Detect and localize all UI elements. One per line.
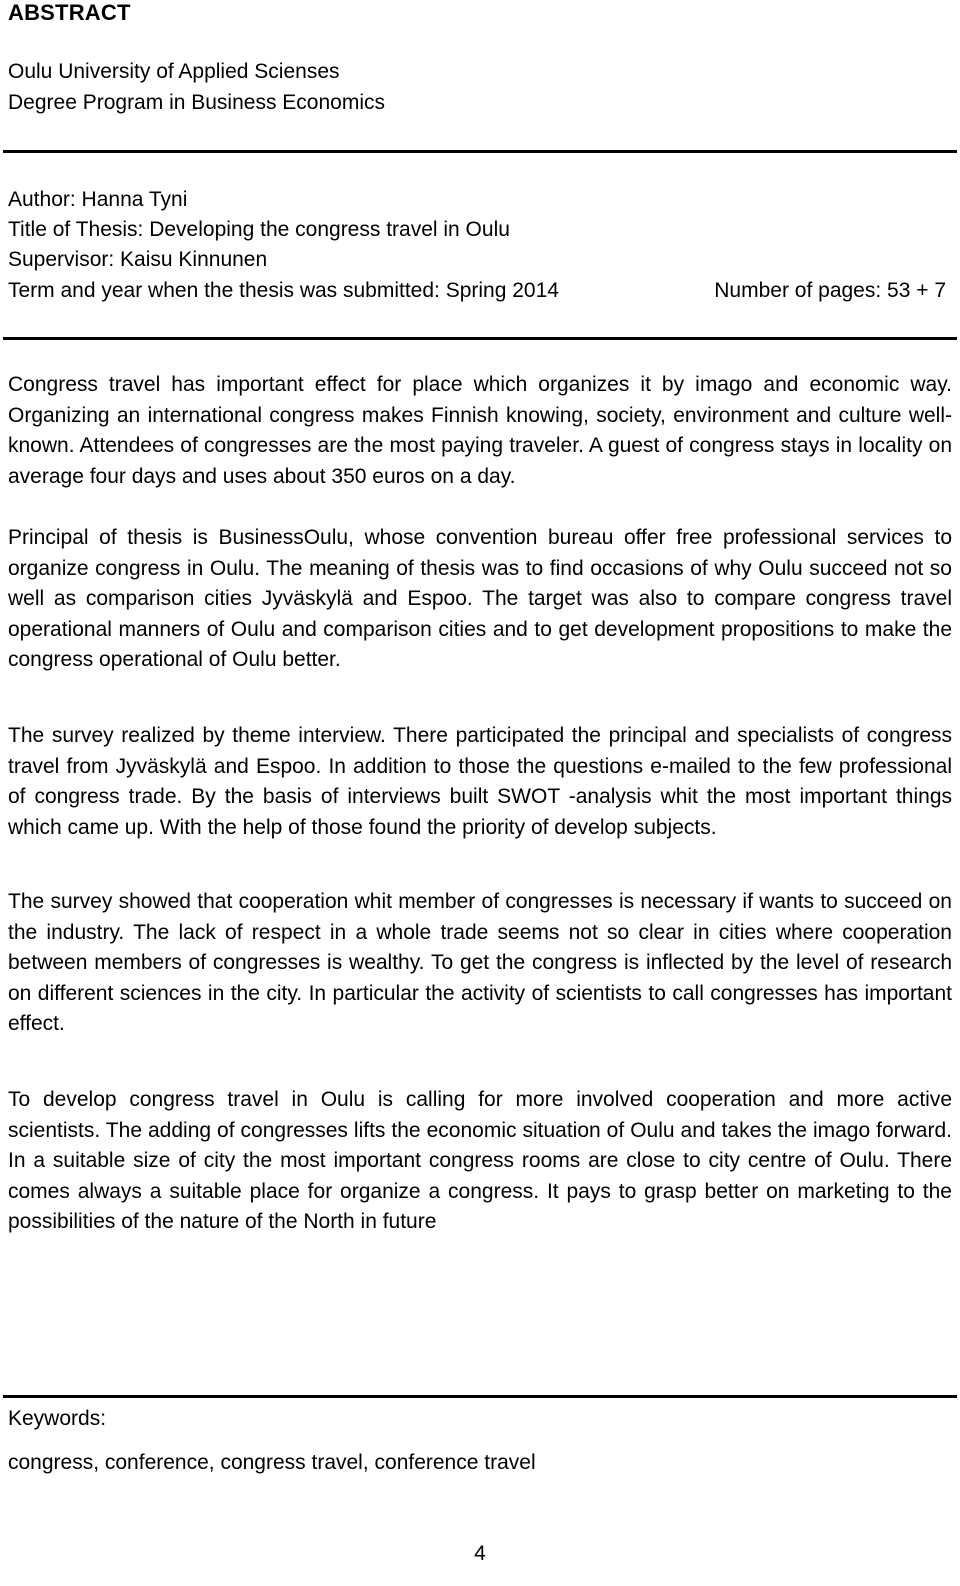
abstract-paragraph-2: Principal of thesis is BusinessOulu, whose convention bureau offer free professional services to organize congress in Oulu. The meaning of thesis was to find occasions of why Oulu succeed not so well as comparison cities Jyväskylä and Espoo. The target was also to compare congress travel operational manners of Oulu and comparison cities and to get development propositions to make the congress operational of Oulu better. [8, 526, 952, 671]
submission-row [8, 275, 946, 306]
bottom-divider [3, 1395, 957, 1398]
submission-term: Term and year when the thesis was submitted: Spring 2014 [8, 279, 559, 302]
abstract-paragraph-4: The survey showed that cooperation whit member of congresses is necessary if wants to succeed on the industry. The lack of respect in a whole trade seems not so clear in cities where cooperation between members of congresses is wealthy. To get the congress is inflected by the level of research on different sciences in the city. In particular the activity of scientists to call congresses has important effect. [8, 890, 952, 1035]
degree-program: Degree Program in Business Economics [8, 91, 385, 114]
supervisor-line: Supervisor: Kaisu Kinnunen [8, 248, 268, 271]
page-number: 4 [474, 1542, 486, 1565]
top-divider [3, 150, 957, 153]
thesis-title-line: Title of Thesis: Developing the congress travel in Oulu [8, 218, 510, 241]
page-count: Number of pages: 53 + 7 [714, 279, 946, 302]
abstract-paragraph-3: The survey realized by theme interview. There participated the principal and specialists of congress travel from Jyväskylä and Espoo. In addition to those the questions e-mailed to the few professional of congress trade. By the basis of interviews built SWOT -analysis whit the most important things which came up. With the help of those found the priority of develop subjects. [8, 724, 952, 839]
abstract-paragraph-5: To develop congress travel in Oulu is calling for more involved cooperation and more active scientists. The adding of congresses lifts the economic situation of Oulu and takes the imago forward. In a suitable size of city the most important congress rooms are close to city centre of Oulu. There comes always a suitable place for organize a congress. It pays to grasp better on marketing to the possibilities of the nature of the North in future [8, 1088, 952, 1233]
middle-divider [3, 337, 957, 340]
keywords-label: Keywords: [8, 1407, 107, 1430]
page-title: ABSTRACT [8, 0, 131, 25]
institution-name: Oulu University of Applied Scienses [8, 60, 340, 83]
author-line: Author: Hanna Tyni [8, 188, 188, 211]
abstract-paragraph-1: Congress travel has important effect for place which organizes it by imago and economic way. Organizing an international congress makes Finnish knowing, society, environment and culture well-known. Attendees of congresses are the most paying traveler. A guest of congress stays in locality on average four days and uses about 350 euros on a day. [8, 373, 952, 488]
keywords-list: congress, conference, congress travel, conference travel [8, 1451, 536, 1474]
